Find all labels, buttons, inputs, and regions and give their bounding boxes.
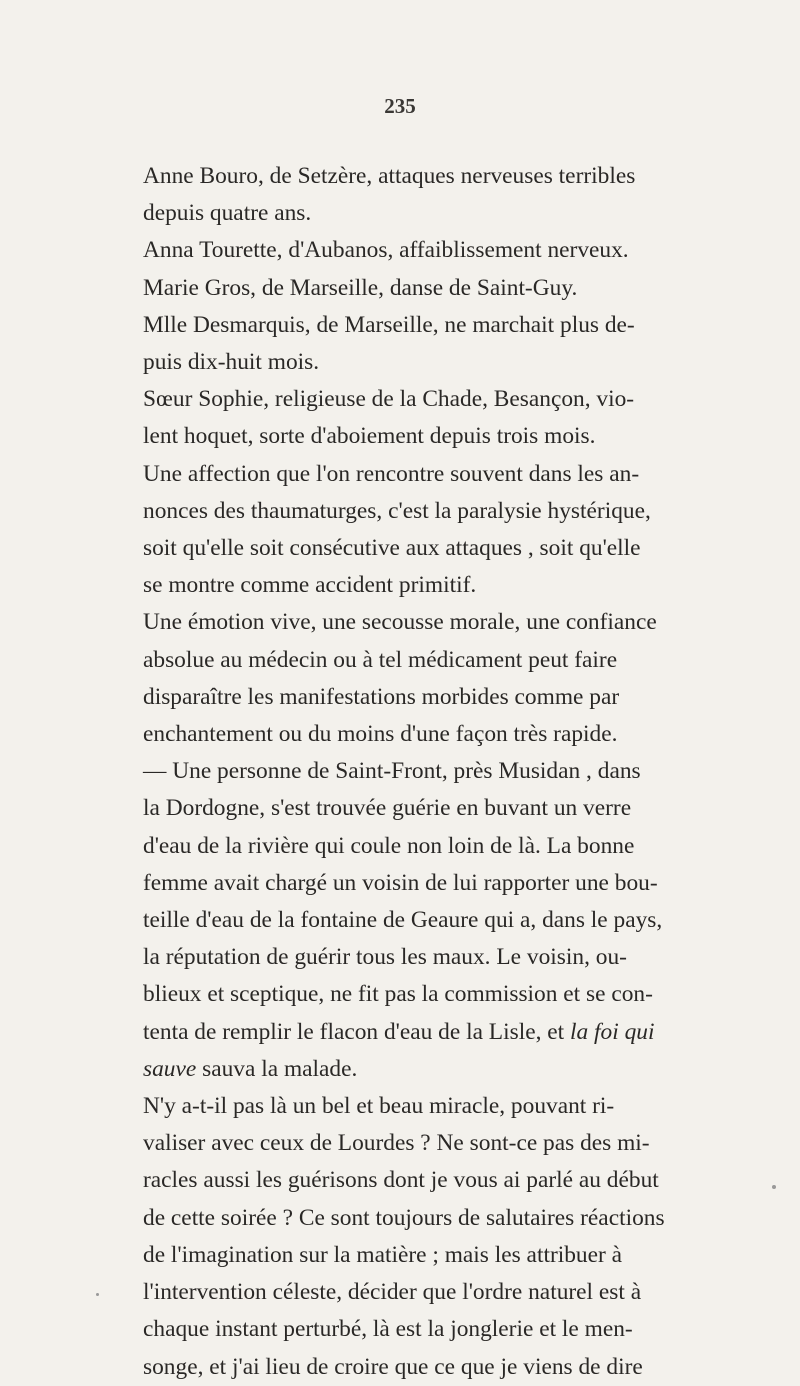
text-line: depuis quatre ans.: [143, 200, 312, 227]
text-line: Marie Gros, de Marseille, danse de Saint-Guy.: [143, 274, 578, 301]
paper-speck: [96, 1293, 99, 1296]
text-line: absolue au médecin ou à tel médicament peut faire: [143, 646, 618, 673]
text-line: songe, et j'ai lieu de croire que ce que je viens de dire: [143, 1353, 643, 1380]
text-line: femme avait chargé un voisin de lui rapporter une bou-: [143, 869, 658, 896]
paper-speck: [772, 1185, 776, 1189]
text-line: soit qu'elle soit consécutive aux attaques , soit qu'elle: [143, 535, 641, 562]
text-line: [143, 1051, 673, 1088]
text-line: Anne Bouro, de Setzère, attaques nerveuses terribles: [143, 163, 636, 189]
text-line: la Dordogne, s'est trouvée guérie en buvant un verre: [143, 795, 632, 822]
text-line: puis dix-huit mois.: [143, 349, 320, 376]
text-line: lent hoquet, sorte d'aboiement depuis trois mois.: [143, 423, 596, 450]
text-line: Anna Tourette, d'Aubanos, affaiblissement nerveux.: [143, 237, 629, 264]
italic-text: sauve: [143, 1055, 197, 1082]
text-line: Mlle Desmarquis, de Marseille, ne marchait plus de-: [143, 311, 635, 338]
body-text: [143, 158, 673, 1386]
text-line: Une émotion vive, une secousse morale, une confiance: [143, 609, 657, 636]
text-line: teille d'eau de la fontaine de Geaure qui a, dans le pays,: [143, 907, 663, 934]
text-line: valiser avec ceux de Lourdes ? Ne sont-ce pas des mi-: [143, 1130, 650, 1157]
text-line: — Une personne de Saint-Front, près Musidan , dans: [143, 758, 641, 785]
text-line: de l'imagination sur la matière ; mais les attribuer à: [143, 1241, 623, 1268]
text-line: nonces des thaumaturges, c'est la paralysie hystérique,: [143, 497, 651, 524]
page-number: 235: [384, 94, 416, 118]
text-line: racles aussi les guérisons dont je vous ai parlé au début: [143, 1167, 659, 1194]
text-line: enchantement ou du moins d'une façon très rapide.: [143, 721, 618, 748]
italic-text: la foi qui: [570, 1018, 655, 1045]
text-line: l'intervention céleste, décider que l'ordre naturel est à: [143, 1279, 642, 1306]
text-line: chaque instant perturbé, là est la jonglerie et le men-: [143, 1316, 633, 1343]
text-line: blieux et sceptique, ne fit pas la commission et se con-: [143, 981, 653, 1008]
text-line: Sœur Sophie, religieuse de la Chade, Besançon, vio-: [143, 386, 635, 413]
text-segment: tenta de remplir le flacon d'eau de la Lisle, et: [143, 1018, 571, 1045]
text-line: disparaître les manifestations morbides comme par: [143, 683, 620, 710]
text-line: de cette soirée ? Ce sont toujours de salutaires réactions: [143, 1204, 665, 1231]
text-line: [143, 1014, 673, 1051]
text-line: se montre comme accident primitif.: [143, 572, 477, 599]
text-line: N'y a-t-il pas là un bel et beau miracle, pouvant ri-: [143, 1093, 615, 1120]
text-line: la réputation de guérir tous les maux. Le voisin, ou-: [143, 944, 627, 971]
text-segment: sauva la malade.: [196, 1055, 358, 1082]
text-line: d'eau de la rivière qui coule non loin de là. La bonne: [143, 832, 635, 859]
text-line: Une affection que l'on rencontre souvent dans les an-: [143, 460, 640, 487]
